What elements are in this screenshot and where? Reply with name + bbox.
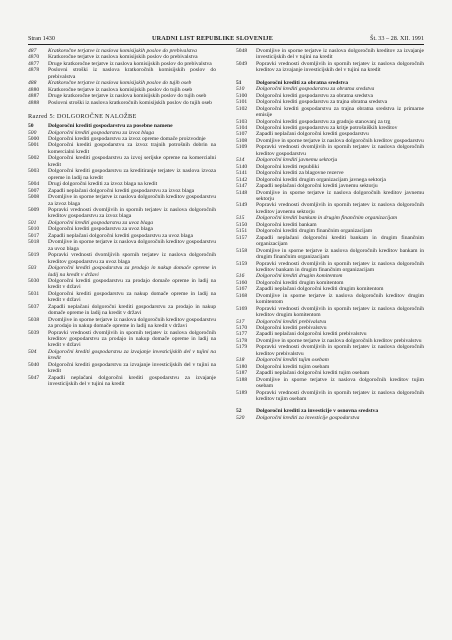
left-column — [28, 48, 216, 388]
account-code: 5104 — [236, 124, 248, 131]
account-code: 5151 — [236, 228, 248, 235]
account-description: Dolgoročni krediti republiki — [256, 163, 320, 170]
account-code: 5187 — [236, 370, 248, 377]
account-description: Zapadli neplačani dolgoročni krediti gospodarstvu za prodajo in nakup domače opreme in ladij na kredit v državi — [48, 303, 216, 317]
account-code: 500 — [28, 129, 37, 136]
account-description: Dolgoročni krediti gospodarstvu za obratna sredstva — [256, 86, 375, 93]
account-description: Zapadli neplačani dolgoročni krediti gospodarstvu za izvoz blaga — [48, 187, 195, 194]
account-code: 5150 — [236, 221, 248, 228]
account-description: Dolgoročni krediti gospodarstvu za posebne namene — [48, 123, 173, 130]
account-description: Dolgoročni krediti gospodarstvu za izvoz trajnih potrošnih dobrin na komercialni kredit — [48, 142, 216, 155]
account-entry — [236, 144, 424, 157]
account-description: Dvomljive in sporne terjatve iz naslova dolgoročnih kreditov gospodarstvu za izvoz blaga — [48, 194, 216, 207]
account-description: Druge kratkoročne terjatve iz naslova komisijskih poslov do tujih oseb — [48, 93, 207, 100]
account-description: Zapadli neplačani dolgoročni krediti drugim komitentom — [256, 286, 384, 293]
account-entry — [28, 239, 216, 252]
account-code: 5158 — [236, 247, 248, 254]
account-description: Dolgoročni krediti gospodarstvu za izvajanje investicijskih del v tujini na kredit — [48, 348, 216, 362]
header-rule — [28, 44, 424, 45]
account-code: 501 — [28, 219, 37, 226]
account-description: Dolgoročni krediti za obratna sredstva — [256, 79, 348, 86]
account-description: Dvomljive in sporne terjatve iz naslova dolgoročnih kreditov drugim komitentom — [256, 292, 424, 306]
account-description: Popravki vrednosti dvomljivih in spornih terjatev iz naslova dolgoročnih kreditov za izvajanje investicijskih del v tujini na kredit — [256, 60, 424, 74]
account-description: Popravki vrednosti dvomljivih in spornih terjatev iz naslova dolgoročnih kreditov bankam in drugim finančnim organizacijam — [256, 260, 424, 273]
account-description: Kratkoročne terjatve iz naslova komisijskih poslov do prebivalstva — [48, 48, 197, 54]
right-column — [236, 48, 424, 421]
account-description: Drugi dolgoročni krediti za izvoz blaga na kredit — [48, 181, 158, 188]
account-entry — [28, 155, 216, 168]
account-code: 5178 — [236, 337, 248, 344]
account-entry — [236, 61, 424, 74]
account-entry — [236, 390, 424, 403]
account-code: 5168 — [236, 292, 248, 299]
account-code: 517 — [236, 318, 245, 325]
account-code: 5038 — [28, 316, 40, 323]
account-description: Zapadli neplačani dolgoročni krediti prebivalstvu — [256, 331, 367, 338]
account-code: 5040 — [28, 361, 40, 368]
left-entries-top — [28, 48, 216, 106]
account-description: Dolgoročni krediti za blagovne rezerve — [256, 170, 344, 177]
account-code: 5030 — [28, 277, 40, 284]
account-description: Dolgoročni krediti bankam — [256, 221, 317, 228]
account-code: 5107 — [236, 131, 248, 138]
account-entry — [236, 306, 424, 319]
account-entry — [28, 265, 216, 278]
account-description: Dolgoročni krediti gospodarstvu za kritje potrošniških kreditov — [256, 124, 398, 131]
account-code: 5189 — [236, 389, 248, 396]
account-description: Popravki vrednosti dvomljivih in spornih terjatev iz naslova dolgoročnih kreditov gospodarstvu — [256, 144, 424, 157]
account-description: Dvomljive in sporne terjatve iz naslova dolgoročnih kreditov za izvajanje investicijskih del v tujini na kredit — [256, 48, 424, 61]
account-code: 504 — [28, 348, 37, 355]
account-description: Dolgoročni krediti javnemu sektorju — [256, 157, 338, 164]
account-code: 5147 — [236, 183, 248, 190]
account-entry — [28, 142, 216, 155]
account-code: 5149 — [236, 202, 248, 209]
account-entry — [236, 248, 424, 261]
account-description: Zapadli neplačani dolgoročni krediti gospodarstvu za izvajanje investicijskih del v tujini na kredit — [48, 374, 216, 388]
account-entry — [28, 375, 216, 388]
account-code: 5039 — [28, 329, 40, 336]
account-description: Popravki vrednosti dvomljivih in spornih terjatev iz naslova dolgoročnih kreditov prebivalstvu — [256, 344, 424, 357]
account-description: Dolgoročni krediti gospodarstvu za izvoj serijske opreme na komercialni kredit — [48, 155, 216, 168]
account-code: 5109 — [236, 144, 248, 151]
account-code: 503 — [28, 265, 37, 272]
account-description: Dvomljive in sporne terjatve iz naslova dolgoročnih kreditov javnemu sektorju — [256, 189, 424, 202]
account-description: Dolgoročni krediti za investicije v osnovna sredstva — [256, 408, 379, 415]
account-description: Dolgoročni krediti gospodarstvu za trajna obratna sredstva — [256, 99, 388, 106]
account-description: Dolgoročni krediti gospodarstvu za trajna obratna sredstva iz primarne emisije — [256, 105, 424, 119]
account-entry — [236, 293, 424, 306]
account-description: Dolgoročni krediti gospodarstvu za izvoz blaga — [48, 129, 155, 136]
account-code: 5004 — [28, 181, 40, 188]
account-entry — [236, 261, 424, 274]
account-entry — [28, 168, 216, 181]
account-code: 518 — [236, 357, 245, 364]
account-description: Dolgoročni krediti gospodarstvu za nakup domače opreme in ladij na kredit v državi — [48, 290, 216, 304]
account-description: Popravki vrednosti dvomljivih in spornih terjatev iz naslova dolgoročnih kreditov javnemu sektorju — [256, 202, 424, 215]
account-entry — [28, 207, 216, 220]
account-code: 5169 — [236, 305, 248, 312]
account-entry — [236, 377, 424, 390]
account-entry — [28, 194, 216, 207]
account-code: 5188 — [236, 376, 248, 383]
account-description: Dvomljive in sporne terjatve iz naslova dolgoročnih kreditov gospodarstvu za uvoz blaga — [48, 239, 216, 252]
account-code: 5031 — [28, 290, 40, 297]
account-description: Popravki vrednosti dvomljivih in spornih terjatev iz naslova dolgoročnih kreditov gospodarstvu za prodajo in nakup domače opreme in ladij na kredit v državi — [48, 329, 216, 349]
account-code: 5102 — [236, 105, 248, 112]
account-code: 5010 — [28, 226, 40, 233]
account-entry — [28, 304, 216, 317]
account-description: Dolgoročni krediti gospodarstvu za obratna sredstva — [256, 92, 373, 99]
account-code: 5157 — [236, 234, 248, 241]
account-description: Dolgoročni krediti gospodarstvu za uvoz blaga — [48, 226, 153, 233]
account-description: Dolgoročni krediti prebivalstvu — [256, 325, 327, 332]
section-title: Razred 5: DOLGOROČNE NALOŽBE — [28, 113, 137, 121]
account-code: 5141 — [236, 170, 248, 177]
account-code: 5179 — [236, 344, 248, 351]
account-code: 487 — [28, 48, 37, 54]
account-entry — [28, 291, 216, 304]
account-description: Dolgoročni krediti prebivalstvu — [256, 318, 327, 325]
account-entry — [28, 317, 216, 330]
account-code: 5008 — [28, 194, 40, 201]
page-number: Stran 1430 — [28, 34, 55, 42]
account-description: Dvomljive in sporne terjatve iz naslova dolgoročnih kreditov gospodarstvu za prodajo in nakup domače opreme in ladij na kredit v državi — [48, 316, 216, 330]
account-description: Poslovni stroški iz naslova kratkoročnih komisijskih poslov do tujih oseb — [48, 99, 212, 106]
left-entries-bottom — [28, 123, 216, 388]
issue-info: Št. 33 – 28. XII. 1991 — [370, 34, 424, 42]
account-code: 5159 — [236, 260, 248, 267]
account-description: Dvomljive in sporne terjatve iz naslova dolgoročnih kreditov gospodarstvu — [256, 137, 424, 144]
account-description: Popravki vrednosti dvomljivih spornih terjatev iz naslova dolgoročnih kreditov gospodarstvu za uvoz blaga — [48, 252, 216, 265]
account-description: Zapadli neplačani dolgoročni krediti gospodarstvu — [256, 131, 369, 138]
account-description: Druge kratkoročne terjatve iz naslova komisijskih poslov do prebivalstva — [48, 60, 212, 67]
account-code: 5049 — [236, 60, 248, 67]
account-description: Dolgoročni krediti drugim komitentom — [256, 273, 343, 280]
account-code: 488 — [28, 80, 37, 87]
account-code: 5002 — [28, 155, 40, 162]
account-description: Kratkoročne terjatve iz naslova komisijskih poslov do tujih oseb — [48, 86, 193, 93]
account-description: Poslovni stroški iz naslova kratkoročnih komisijskih poslov do prebivalstva — [48, 67, 216, 80]
account-code: 5101 — [236, 99, 248, 106]
account-code: 514 — [236, 157, 245, 164]
account-code: 5037 — [28, 303, 40, 310]
account-code: 5100 — [236, 92, 248, 99]
publication-title: URADNI LIST REPUBLIKE SLOVENIJE — [151, 34, 274, 42]
account-description: Zapadli neplačani dolgoročni krediti gospodarstvu za uvoz blaga — [48, 232, 193, 239]
account-description: Dolgoročni krediti gospodarstvu za kreditiranje terjatev iz naslova izvoza opreme in ladij na kredit — [48, 168, 216, 181]
account-entry — [28, 252, 216, 265]
account-description: Dolgoročni krediti tujim osebam — [256, 363, 330, 370]
account-code: 5140 — [236, 163, 248, 170]
account-code: 4878 — [28, 67, 40, 74]
account-code: 5167 — [236, 286, 248, 293]
account-code: 5108 — [236, 137, 248, 144]
account-description: Zapadli neplačani dolgoročni krediti tujim osebam — [256, 370, 370, 377]
account-entry — [28, 67, 216, 80]
account-code: 516 — [236, 273, 245, 280]
account-code: 5142 — [236, 176, 248, 183]
account-code: 5148 — [236, 189, 248, 196]
account-code: 4870 — [28, 54, 40, 61]
account-description: Dolgoročni krediti drugim komitentom — [256, 279, 344, 286]
account-code: 4888 — [28, 99, 40, 106]
account-code: 5170 — [236, 325, 248, 332]
account-code: 5047 — [28, 374, 40, 381]
account-description: Kratkoročne terjatve iz naslova komisijskih poslov do tujih oseb — [48, 80, 192, 87]
account-code: 50 — [28, 123, 34, 130]
account-code: 5180 — [236, 363, 248, 370]
account-entry — [236, 190, 424, 203]
account-description: Kratkoročne terjatve iz naslova komisijskih poslov do prebivalstva — [48, 54, 198, 61]
account-description: Dolgoročni krediti gospodarstvu za izvoz opreme domače proizvodnje — [48, 135, 206, 142]
account-code: 510 — [236, 86, 245, 93]
right-entries — [236, 48, 424, 421]
account-description: Popravki vrednosti dvomljivih in spornih terjatev iz naslova dolgoročnih kreditov tujim osebam — [256, 389, 424, 403]
account-code: 5177 — [236, 331, 248, 338]
account-description: Dolgoročni krediti gospodarstvu za prodajo domače opreme in ladij na kredit v državi — [48, 277, 216, 291]
account-code: 4880 — [28, 86, 40, 93]
account-code: 4887 — [28, 93, 40, 100]
account-code: 5160 — [236, 279, 248, 286]
account-entry — [236, 415, 424, 421]
spacer — [28, 106, 216, 112]
account-code: 5003 — [28, 168, 40, 175]
account-code: 5018 — [28, 239, 40, 246]
account-description: Dolgoročni krediti gospodarstvu za prodajo in nakup domače opreme in ladij na kredit v državi — [48, 265, 216, 278]
account-description: Dolgoročni krediti gospodarstvu za izvajanje investicijskih del v tujini na kredit — [48, 361, 216, 375]
account-code: 5017 — [28, 232, 40, 239]
account-description: Dolgoročni krediti za investicije gospodarstva — [256, 414, 360, 421]
page-header — [28, 33, 424, 43]
account-description: Popravki vrednosti dvomljivih in spornih terjatev iz naslova dolgoročnih kreditov drugim komitentom — [256, 305, 424, 319]
account-description: Dvomljive in sporne terjatve iz naslova dolgoročnih kreditov bankam in drugim finančnim organizacijam — [256, 247, 424, 261]
account-entry — [236, 48, 424, 61]
account-description: Dolgoročni krediti tujim osebam — [256, 357, 329, 364]
account-entry — [28, 362, 216, 375]
account-entry — [28, 330, 216, 349]
account-entry — [236, 235, 424, 248]
account-code: 4877 — [28, 60, 40, 67]
account-code: 520 — [236, 414, 245, 421]
account-code: 5009 — [28, 206, 40, 213]
account-description: Dvomljive in sporne terjatve iz naslova dolgoročnih kreditov prebivalstvu — [256, 337, 422, 344]
account-code: 52 — [236, 408, 242, 415]
account-code: 5048 — [236, 48, 248, 54]
account-entry — [28, 349, 216, 362]
account-code: 5007 — [28, 187, 40, 194]
account-description: Zapadli neplačani dolgoročni krediti javnemu sektorju — [256, 183, 378, 190]
account-entry — [236, 202, 424, 215]
account-entry — [28, 100, 216, 106]
account-description: Popravki vrednosti dvomljivih in spornih terjatev iz naslova dolgoročnih kreditov gospodarstvu za izvoz blaga — [48, 206, 216, 220]
account-code: 515 — [236, 215, 245, 222]
account-description: Dvomljive in sporne terjatve iz naslova dolgoročnih kreditov tujim osebam — [256, 376, 424, 390]
account-description: Dolgoročni krediti bankam in drugim finančnim organizacijam — [256, 215, 398, 222]
account-code: 51 — [236, 79, 242, 86]
account-code: 5000 — [28, 135, 40, 142]
account-code: 5019 — [28, 252, 40, 259]
account-description: Dolgoročni krediti drugim organizacijam javnega sektorja — [256, 176, 386, 183]
account-entry — [236, 344, 424, 357]
account-code: 5103 — [236, 118, 248, 125]
account-description: Zapadli neplačani dolgoročni krediti bankam in drugim finančnim organizacijam — [256, 234, 424, 248]
account-description: Dolgoročni krediti gospodarstvu za uvoz blaga — [48, 219, 154, 226]
account-entry — [28, 278, 216, 291]
account-code: 5001 — [28, 142, 40, 149]
account-description: Dolgoročni krediti drugim finančnim organizacijam — [256, 228, 373, 235]
account-description: Dolgoročni krediti gospodarstvu za gradnjo stanovanj za trg — [256, 118, 391, 125]
account-entry — [236, 106, 424, 119]
